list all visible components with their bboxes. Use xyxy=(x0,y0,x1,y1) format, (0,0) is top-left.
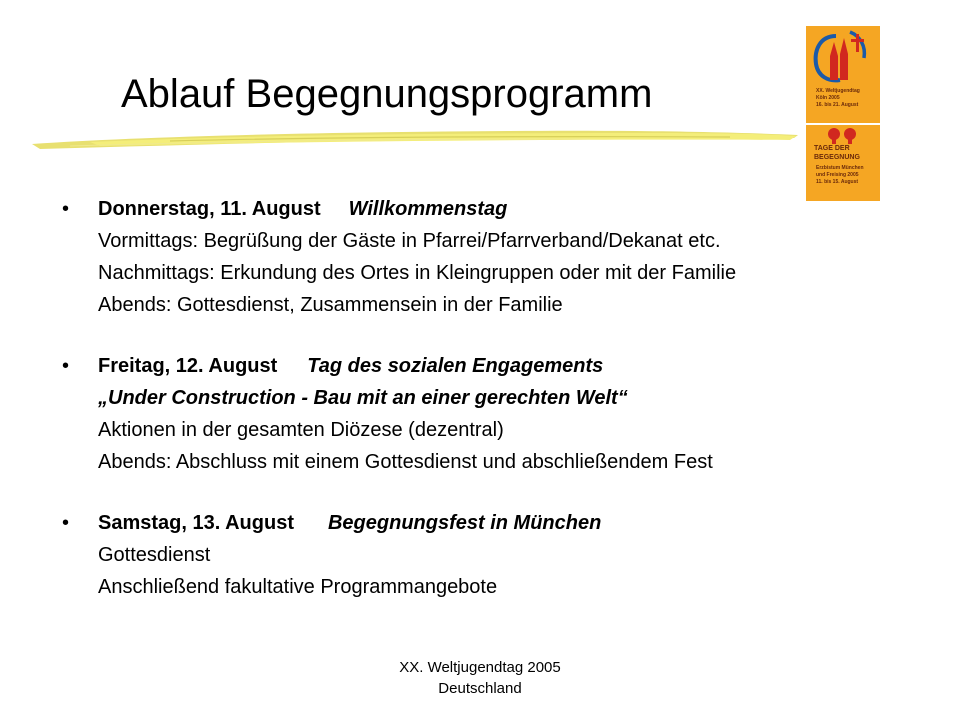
section-theme: Tag des sozialen Engagements xyxy=(307,355,604,377)
section-line: Anschließend fakultative Programmangebote xyxy=(98,576,498,598)
slide-footer xyxy=(330,657,630,699)
cologne-cathedral-icon xyxy=(806,26,880,88)
logo-top-line3: 16. bis 21. August xyxy=(816,102,859,108)
section-line: Abends: Gottesdienst, Zusammensein in der Familie xyxy=(98,294,563,316)
section-day: Samstag, 13. August xyxy=(98,512,294,534)
logo-top-line2: Köln 2005 xyxy=(816,95,840,101)
logo-top-panel xyxy=(806,26,880,123)
section-line: Aktionen in der gesamten Diözese (dezentral) xyxy=(98,419,504,441)
section-line: Gottesdienst xyxy=(98,544,211,566)
section-theme: Begegnungsfest in München xyxy=(327,512,602,534)
highlighter-stroke xyxy=(30,122,800,158)
logo-top-line1: XX. Weltjugendtag xyxy=(816,88,860,94)
section-thursday xyxy=(62,193,922,321)
section-heading xyxy=(98,193,922,225)
section-emphasis: „Under Construction - Bau mit an einer gerechten Welt“ xyxy=(98,387,628,409)
section-line: Abends: Abschluss mit einem Gottesdienst und abschließendem Fest xyxy=(98,451,713,473)
logo-bottom-panel xyxy=(806,125,880,201)
bullet: • xyxy=(62,512,70,534)
section-theme: Willkommenstag xyxy=(348,198,508,220)
section-line: Vormittags: Begrüßung der Gäste in Pfarrei/Pfarrverband/Dekanat etc. xyxy=(98,230,721,252)
section-saturday xyxy=(62,507,922,603)
footer-line1: XX. Weltjugendtag 2005 xyxy=(399,659,561,676)
event-logo xyxy=(806,26,880,201)
program-list xyxy=(62,193,922,632)
logo-bottom-line4: und Freising 2005 xyxy=(816,172,859,178)
section-heading xyxy=(98,350,922,382)
bullet: • xyxy=(62,198,70,220)
logo-bottom-line2: BEGEGNUNG xyxy=(814,154,860,161)
section-line: Nachmittags: Erkundung des Ortes in Kleingruppen oder mit der Familie xyxy=(98,262,737,284)
logo-bottom-line1: TAGE DER xyxy=(814,145,850,152)
section-friday xyxy=(62,350,922,478)
logo-bottom-line5: 11. bis 15. August xyxy=(816,179,859,185)
section-day: Freitag, 12. August xyxy=(98,355,278,377)
footer-line2: Deutschland xyxy=(438,680,522,697)
slide-title: Ablauf Begegnungsprogramm xyxy=(121,72,653,116)
people-icon xyxy=(806,125,880,145)
section-heading xyxy=(98,507,922,539)
bullet: • xyxy=(62,355,70,377)
logo-bottom-line3: Erzbistum München xyxy=(816,165,864,171)
section-day: Donnerstag, 11. August xyxy=(98,198,321,220)
